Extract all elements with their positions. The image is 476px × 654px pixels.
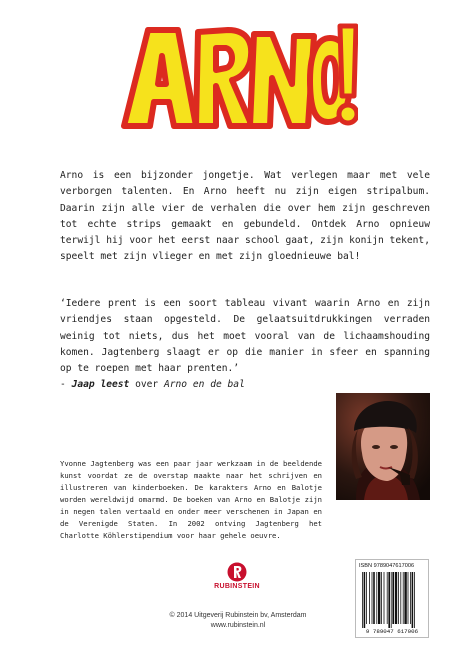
isbn-text: ISBN 9789047617006 (359, 563, 415, 569)
title-letter-r (196, 30, 252, 126)
title-exclamation (340, 26, 356, 96)
barcode-bar (364, 572, 366, 628)
barcode-bar (395, 572, 397, 624)
barcode-bar (410, 572, 411, 624)
barcode-bar (392, 572, 394, 624)
barcode-graphic (362, 572, 422, 628)
publisher-logo (209, 562, 265, 594)
barcode-bar (373, 572, 375, 624)
quote-source-name: Jaap leest (71, 379, 130, 391)
barcode-bar (404, 572, 406, 624)
isbn-barcode-box (355, 559, 429, 638)
quote-source: - Jaap leest over Arno en de bal (60, 379, 245, 391)
book-title (118, 22, 358, 140)
barcode-bar (391, 572, 392, 628)
barcode-number: 9 789047 617006 (365, 628, 419, 635)
footer (160, 611, 316, 631)
quote-text: ‘Iedere prent is een soort tableau vivant waarin Arno en zijn vriendjes staan opgesteld. De gelaatsuitdrukkingen verraden weinig tot niets, dus het moet vooral van de lichaamshouding komen. Jagtenberg slaagt er op die manier in sfeer en spanning op te roepen met haar prenten.’ (60, 298, 430, 375)
barcode-bar (403, 572, 404, 624)
barcode-bar (408, 572, 409, 624)
barcode-bar (366, 572, 367, 624)
barcode-bar (378, 572, 380, 624)
barcode-bar (381, 572, 382, 624)
publisher-url: www.rubinstein.nl (210, 622, 266, 629)
publisher-name: RUBINSTEIN (214, 583, 260, 590)
barcode-bar (372, 572, 373, 624)
barcode-bar (388, 572, 390, 628)
book-title-lettering (118, 22, 358, 140)
barcode-bar (412, 572, 414, 628)
barcode-bar (376, 572, 377, 624)
barcode-bar (398, 572, 399, 624)
barcode-bar (400, 572, 401, 624)
review-quote (60, 296, 430, 394)
title-letter-n (250, 34, 314, 126)
rubinstein-logo-icon (227, 562, 247, 582)
copyright-text: © 2014 Uitgeverij Rubinstein bv, Amsterdam (169, 612, 307, 619)
barcode-bar (384, 572, 385, 624)
author-bio: Yvonne Jagtenberg was een paar jaar werkzaam in de beeldende kunst voordat ze de overstap maakte naar het schrijven en illustreren van kinderboeken. De karakters Arno en Balotje worden wereldwijd omarmd. De boeken van Arno en Balotje zijn in negen talen vertaald en onder meer verschenen in Japan en de Verenigde Staten. In 2002 ontving Jagtenberg het Charlotte Köhlerstipendium voor haar gehele oeuvre. (60, 459, 322, 540)
barcode-bar (387, 572, 388, 624)
author-photo (336, 393, 430, 500)
barcode-bar (362, 572, 363, 628)
quote-book-title: Arno en de bal (163, 379, 245, 391)
blurb-text: Arno is een bijzonder jongetje. Wat verlegen maar met vele verborgen talenten. En Arno heeft nu zijn eigen stripalbum. Daarin zijn alle vier de verhalen die over hem zijn geschreven tot echte strips gemaakt en gebundeld. Ontdek Arno opnieuw terwijl hij voor het eerst naar school gaat, zijn konijn tekent, speelt met zijn vlieger en met zijn gloednieuwe bal! (60, 170, 430, 263)
barcode-bar (414, 572, 415, 628)
title-letter-a (124, 30, 196, 126)
barcode-bar (369, 572, 370, 624)
